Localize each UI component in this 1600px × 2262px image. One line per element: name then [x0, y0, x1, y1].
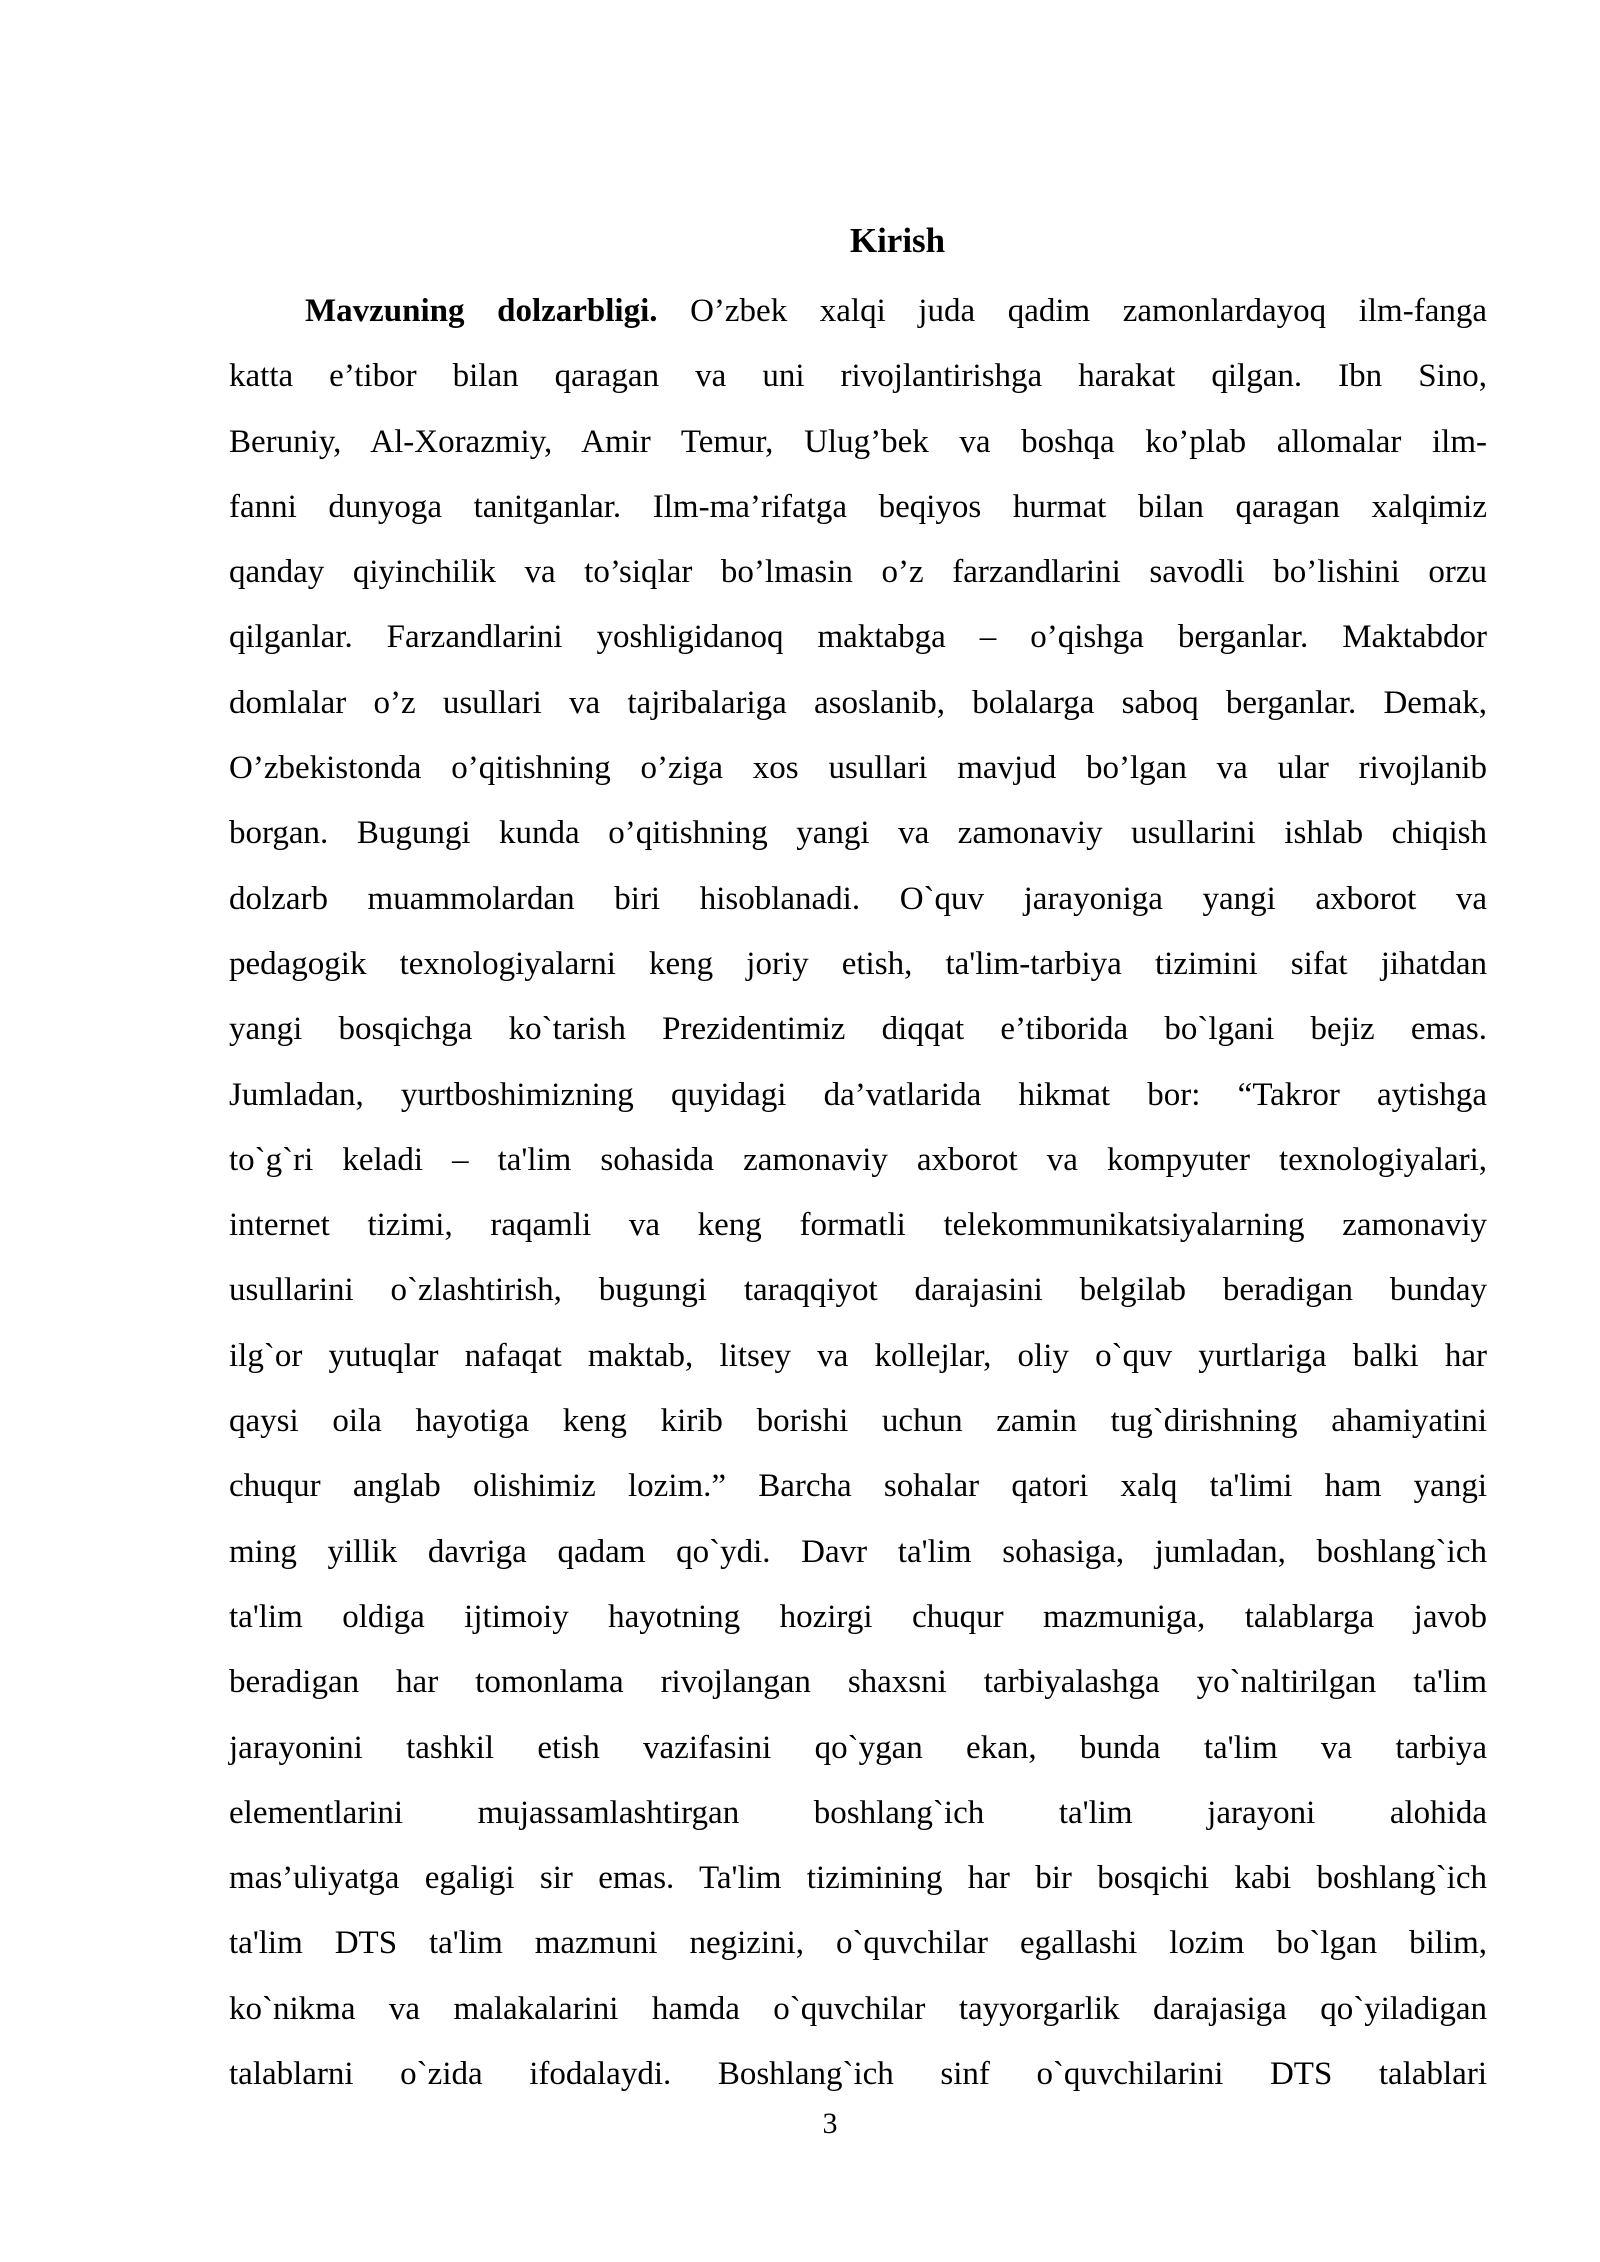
paragraph-line: Jumladan, yurtboshimizning quyidagi da’vatlarida hikmat bor: “Takror aytishga [229, 1076, 1487, 1113]
body-paragraph [229, 279, 1487, 2107]
paragraph-line: usullarini o`zlashtirish, bugungi taraqqiyot darajasini belgilab beradigan bunday [229, 1272, 1487, 1309]
paragraph-line: yangi bosqichga ko`tarish Prezidentimiz diqqat e’tiborida bo`lgani bejiz emas. [229, 1011, 1487, 1048]
paragraph-line: qanday qiyinchilik va to’siqlar bo’lmasin o’z farzandlarini savodli bo’lishini orzu [229, 554, 1487, 591]
paragraph-line: ming yillik davriga qadam qo`ydi. Davr ta'lim sohasiga, jumladan, boshlang`ich [229, 1533, 1487, 1570]
paragraph-line: ta'lim DTS ta'lim mazmuni negizini, o`quvchilar egallashi lozim bo`lgan bilim, [229, 1925, 1487, 1962]
paragraph-line: to`g`ri keladi – ta'lim sohasida zamonaviy axborot va kompyuter texnologiyalari, [229, 1141, 1487, 1178]
paragraph-line: ta'lim oldiga ijtimoiy hayotning hozirgi chuqur mazmuniga, talablarga javob [229, 1598, 1487, 1635]
section-title: Kirish [849, 221, 946, 260]
paragraph-line-text: O’zbek xalqi juda qadim zamonlardayoq ilm-fanga [657, 293, 1487, 329]
paragraph-line: O’zbekistonda o’qitishning o’ziga xos usullari mavjud bo’lgan va ular rivojlanib [229, 750, 1487, 787]
paragraph-line: fanni dunyoga tanitganlar. Ilm-ma’rifatga beqiyos hurmat bilan qaragan xalqimiz [229, 488, 1487, 525]
paragraph-line: internet tizimi, raqamli va keng formatli telekommunikatsiyalarning zamonaviy [229, 1207, 1487, 1244]
paragraph-line: ko`nikma va malakalarini hamda o`quvchilar tayyorgarlik darajasiga qo`yiladigan [229, 1990, 1487, 2027]
paragraph-line: mas’uliyatga egaligi sir emas. Ta'lim tizimining har bir bosqichi kabi boshlang`ich [229, 1860, 1487, 1897]
paragraph-line: qaysi oila hayotiga keng kirib borishi uchun zamin tug`dirishning ahamiyatini [229, 1403, 1487, 1440]
paragraph-line: ilg`or yutuqlar nafaqat maktab, litsey va kollejlar, oliy o`quv yurtlariga balki har [229, 1337, 1487, 1374]
paragraph-line: pedagogik texnologiyalarni keng joriy etish, ta'lim-tarbiya tizimini sifat jihatdan [229, 945, 1487, 982]
paragraph-line [229, 279, 1487, 344]
page-number: 3 [822, 2107, 838, 2140]
lead-phrase: Mavzuning dolzarbligi. [305, 293, 658, 329]
paragraph-line: dolzarb muammolardan biri hisoblanadi. O`quv jarayoniga yangi axborot va [229, 880, 1487, 917]
paragraph-line: borgan. Bugungi kunda o’qitishning yangi va zamonaviy usullarini ishlab chiqish [229, 815, 1487, 852]
paragraph-line: jarayonini tashkil etish vazifasini qo`ygan ekan, bunda ta'lim va tarbiya [229, 1729, 1487, 1766]
paragraph-line: beradigan har tomonlama rivojlangan shaxsni tarbiyalashga yo`naltirilgan ta'lim [229, 1664, 1487, 1701]
paragraph-line: domlalar o’z usullari va tajribalariga asoslanib, bolalarga saboq berganlar. Demak, [229, 684, 1487, 721]
paragraph-line: qilganlar. Farzandlarini yoshligidanoq maktabga – o’qishga berganlar. Maktabdor [229, 619, 1487, 656]
paragraph-line: chuqur anglab olishimiz lozim.” Barcha sohalar qatori xalq ta'limi ham yangi [229, 1468, 1487, 1505]
paragraph-line: Beruniy, Al-Xorazmiy, Amir Temur, Ulug’bek va boshqa ko’plab allomalar ilm- [229, 423, 1487, 460]
paragraph-line: talablarni o`zida ifodalaydi. Boshlang`ich sinf o`quvchilarini DTS talablari [229, 2056, 1487, 2093]
paragraph-line: katta e’tibor bilan qaragan va uni rivojlantirishga harakat qilgan. Ibn Sino, [229, 358, 1487, 395]
paragraph-line: elementlarini mujassamlashtirgan boshlang`ich ta'lim jarayoni alohida [229, 1794, 1487, 1831]
